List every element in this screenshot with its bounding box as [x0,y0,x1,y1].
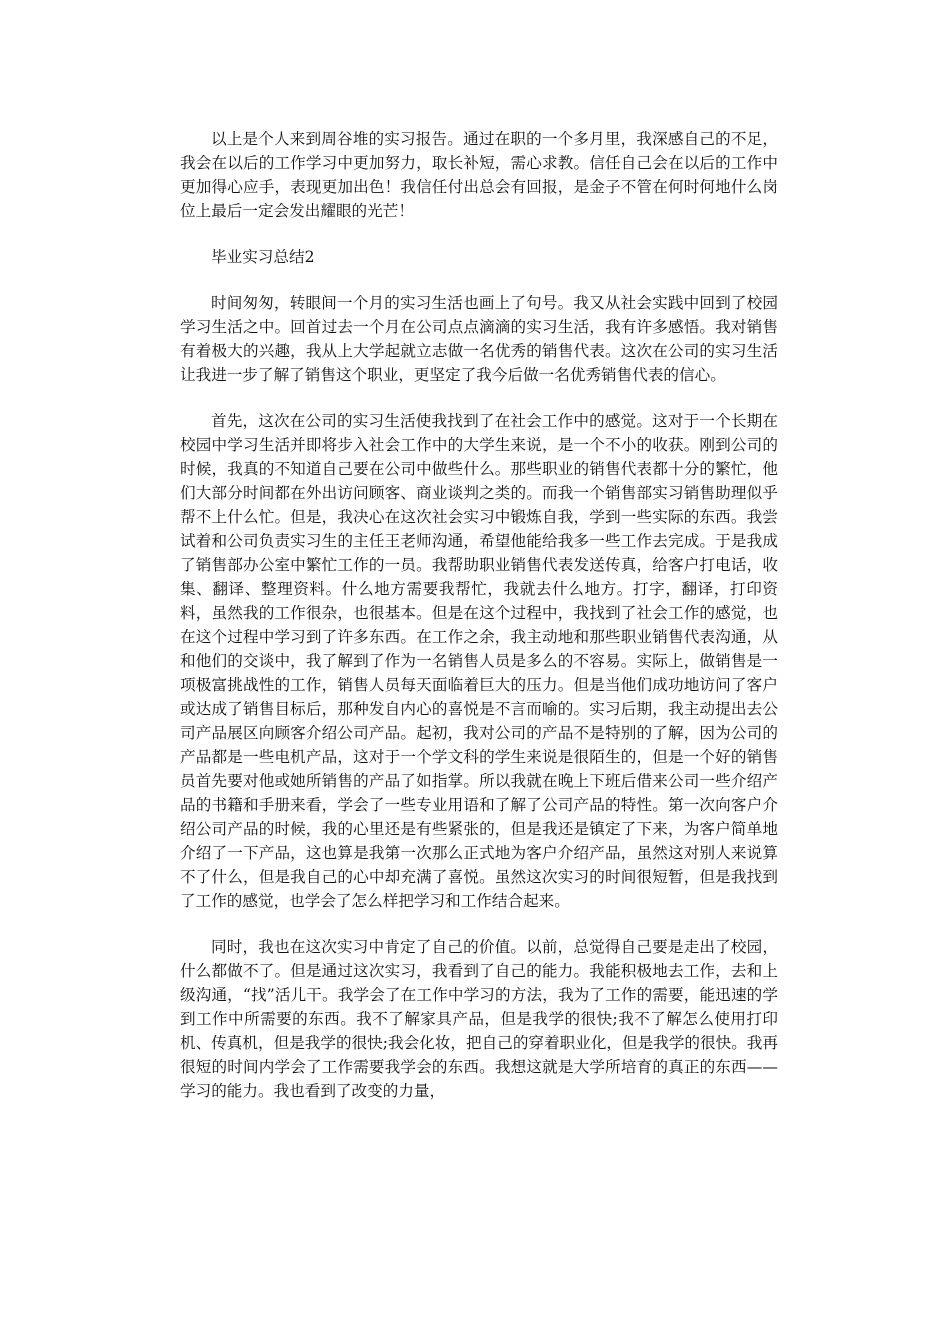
paragraph-conclusion: 以上是个人来到周谷堆的实习报告。通过在职的一个多月里，我深感自己的不足，我会在以后的工作学习中更加努力，取长补短，需心求教。信任自己会在以后的工作中更加得心应手，表现更加出色！我信任付出总会有回报，是金子不管在何时何地什么岗位上最后一定会发出耀眼的光芒！ [180,130,778,220]
paragraph-second-point: 同时，我也在这次实习中肯定了自己的价值。以前，总觉得自己要是走出了校园，什么都做不了。但是通过这次实习，我看到了自己的能力。我能积极地去工作，去和上级沟通，“找”活儿干。我学会了在工作中学习的方法，我为了工作的需要，能迅速的学到工作中所需要的东西。我不了解家具产品，但是我学的很快;我不了解怎么使用打印机、传真机，但是我学的很快;我会化妆，把自己的穿着职业化，但是我学的很快。我再很短的时间内学会了工作需要我学会的东西。我想这就是大学所培育的真正的东西——学习的能力。我也看到了改变的力量， [180,938,778,1100]
document-body [180,127,778,1103]
paragraph-first-point: 首先，这次在公司的实习生活使我找到了在社会工作中的感觉。这对于一个长期在校园中学习生活并即将步入社会工作中的大学生来说，是一个不小的收获。刚到公司的时候，我真的不知道自己要在公司中做些什么。那些职业的销售代表都十分的繁忙，他们大部分时间都在外出访问顾客、商业谈判之类的。而我一个销售部实习销售助理似乎帮不上什么忙。但是，我决心在这次社会实习中锻炼自我，学到一些实际的东西。我尝试着和公司负责实习生的主任王老师沟通，希望他能给我多一些工作去完成。于是我成了销售部办公室中繁忙工作的一员。我帮助职业销售代表发送传真，给客户打电话，收集、翻译、整理资料。什么地方需要我帮忙，我就去什么地方。打字，翻译，打印资料，虽然我的工作很杂，也很基本。但是在这个过程中，我找到了社会工作的感觉，也在这个过程中学习到了许多东西。在工作之余，我主动地和那些职业销售代表沟通，从和他们的交谈中，我了解到了作为一名销售人员是多么的不容易。实际上，做销售是一项极富挑战性的工作，销售人员每天面临着巨大的压力。但是当他们成功地访问了客户或达成了销售目标后，那种发自内心的喜悦是不言而喻的。实习后期，我主动提出去公司产品展区向顾客介绍公司产品。起初，我对公司的产品不是特别的了解，因为公司的产品都是一些电机产品，这对于一个学文科的学生来说是很陌生的，但是一个好的销售员首先要对他或她所销售的产品了如指掌。所以我就在晚上下班后借来公司一些介绍产品的书籍和手册来看，学会了一些专业用语和了解了公司产品的特性。第一次向客户介绍公司产品的时候，我的心里还是有些紧张的，但是我还是镇定了下来，为客户简单地介绍了一下产品，这也算是我第一次那么正式地为客户介绍产品，虽然这对别人来说算不了什么，但是我自己的心中却充满了喜悦。虽然这次实习的时间很短暂，但是我找到了工作的感觉，也学会了怎么样把学习和工作结合起来。 [180,412,778,910]
section-title: 毕业实习总结2 [211,248,315,266]
paragraph-intro: 时间匆匆，转眼间一个月的实习生活也画上了句号。我又从社会实践中回到了校园学习生活之中。回首过去一个月在公司点点滴滴的实习生活，我有许多感悟。我对销售有着极大的兴趣，我从上大学起就立志做一名优秀的销售代表。这次在公司的实习生活让我进一步了解了销售这个职业，更坚定了我今后做一名优秀销售代表的信心。 [180,294,778,384]
